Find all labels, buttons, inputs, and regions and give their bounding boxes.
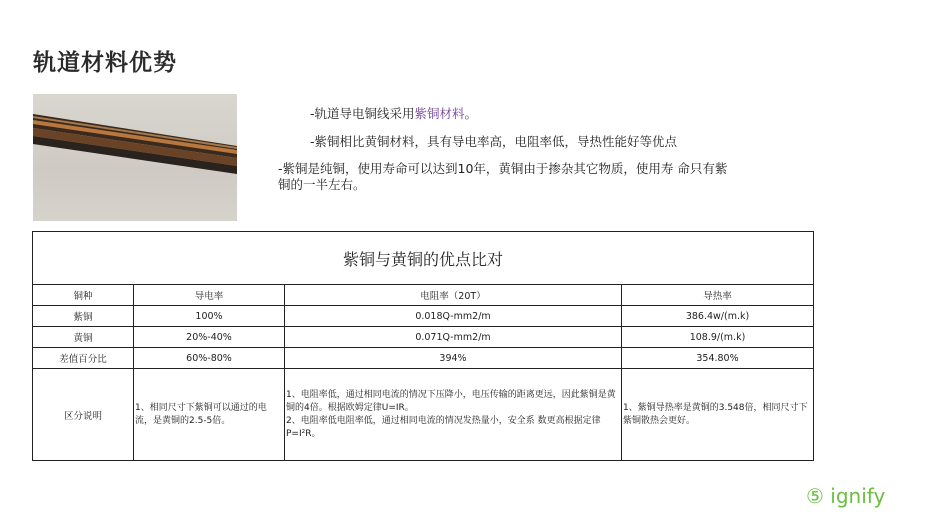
- cell-resistivity: 0.018Q-mm2/m: [285, 306, 622, 327]
- table-notes-row: [33, 369, 814, 461]
- cell-conductivity: 20%-40%: [134, 327, 285, 348]
- bullet-3: [278, 161, 728, 193]
- cell-resistivity: 0.071Q-mm2/m: [285, 327, 622, 348]
- table-caption: 紫铜与黄铜的优点比对: [33, 232, 814, 285]
- bullet-1-text: -轨道导电铜线采用: [310, 106, 415, 121]
- cell-material: 紫铜: [33, 306, 134, 327]
- comparison-table: [32, 231, 814, 461]
- notes-conductivity: 1、相同尺寸下紫铜可以通过的电流，是黄铜的2.5-5倍。: [134, 369, 285, 461]
- bullet-1-suffix: 。: [464, 106, 478, 121]
- notes-label: 区分说明: [33, 369, 134, 461]
- notes-resistivity: 1、电阻率低，通过相同电流的情况下压降小，电压传输的距离更远，因此紫铜是黄铜的4倍。根据欧姆定律U=IR。 2、电阻率低电阻率低，通过相同电流的情况发热量小，安全系 数更高根据定律P=I²R。: [285, 369, 622, 461]
- rail-image: [33, 94, 237, 221]
- header-material: 铜种: [33, 285, 134, 306]
- table-row: [33, 348, 814, 369]
- cell-material: 差值百分比: [33, 348, 134, 369]
- table-header-row: [33, 285, 814, 306]
- bullet-1: [310, 106, 477, 122]
- header-conductivity: 导电率: [134, 285, 285, 306]
- cell-thermal: 108.9/(m.k): [622, 327, 814, 348]
- header-resistivity: 电阻率（20T）: [285, 285, 622, 306]
- bullet-2-text: -紫铜相比黄铜材料，具有导电率高，电阻率低，导热性能好等优点: [310, 134, 678, 149]
- table-row: [33, 327, 814, 348]
- slide-title: 轨道材料优势: [33, 50, 177, 76]
- cell-conductivity: 100%: [134, 306, 285, 327]
- brand-logo: ⑤ ignify: [806, 484, 886, 508]
- cell-material: 黄铜: [33, 327, 134, 348]
- cell-resistivity: 394%: [285, 348, 622, 369]
- bullet-1-highlight: 紫铜材料: [414, 106, 465, 121]
- cell-thermal: 386.4w/(m.k): [622, 306, 814, 327]
- table-row: [33, 306, 814, 327]
- cell-thermal: 354.80%: [622, 348, 814, 369]
- copper-rail-photo: [33, 94, 237, 221]
- header-thermal: 导热率: [622, 285, 814, 306]
- cell-conductivity: 60%-80%: [134, 348, 285, 369]
- bullet-2: [310, 134, 677, 150]
- bullet-3-text: -紫铜是纯铜，使用寿命可以达到10年，黄铜由于掺杂其它物质，使用寿 命只有紫铜的一半左右。: [278, 161, 728, 192]
- notes-thermal: 1、紫铜导热率是黄铜的3.548倍，相同尺寸下紫铜散热会更好。: [622, 369, 814, 461]
